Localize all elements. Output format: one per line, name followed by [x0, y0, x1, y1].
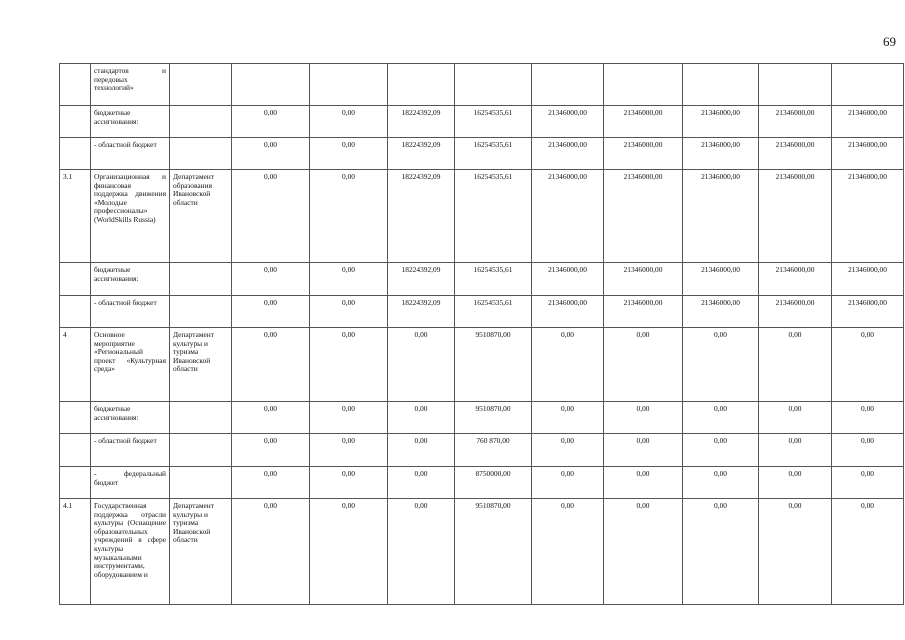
table-row [60, 328, 904, 402]
amount-cell: 0,00 [388, 499, 455, 605]
amount-cell: 0,00 [604, 467, 683, 499]
row-code [60, 106, 91, 138]
amount-cell: 21346000,00 [683, 106, 759, 138]
amount-cell: 21346000,00 [759, 170, 832, 263]
row-executor: Департамент образования Ивановской области [170, 170, 232, 263]
amount-cell: 0,00 [604, 434, 683, 467]
row-executor [170, 64, 232, 106]
row-executor [170, 138, 232, 170]
amount-cell: 21346000,00 [604, 138, 683, 170]
amount-cell: 18224392,09 [388, 263, 455, 296]
row-code [60, 434, 91, 467]
amount-cell [310, 64, 388, 106]
table-row [60, 138, 904, 170]
amount-cell: 18224392,09 [388, 138, 455, 170]
amount-cell: 0,00 [310, 138, 388, 170]
amount-cell: 21346000,00 [532, 263, 604, 296]
row-executor [170, 434, 232, 467]
amount-cell: 0,00 [759, 434, 832, 467]
amount-cell: 21346000,00 [832, 170, 904, 263]
amount-cell [532, 64, 604, 106]
amount-cell: 21346000,00 [532, 296, 604, 328]
row-code [60, 296, 91, 328]
amount-cell: 8750000,00 [455, 467, 532, 499]
amount-cell: 18224392,09 [388, 296, 455, 328]
table-row [60, 467, 904, 499]
row-name: Организационная и финансовая поддержка движения «Молодые профессионалы» (WorldSkills Russia) [91, 170, 170, 263]
amount-cell: 21346000,00 [759, 296, 832, 328]
row-code [60, 263, 91, 296]
row-name: Основное мероприятие «Региональный проект «Культурная среда» [91, 328, 170, 402]
row-code [60, 138, 91, 170]
amount-cell: 0,00 [310, 467, 388, 499]
amount-cell: 21346000,00 [832, 263, 904, 296]
amount-cell: 0,00 [310, 434, 388, 467]
amount-cell: 18224392,09 [388, 106, 455, 138]
amount-cell: 0,00 [832, 402, 904, 434]
amount-cell: 21346000,00 [832, 138, 904, 170]
row-executor [170, 296, 232, 328]
amount-cell: 0,00 [759, 402, 832, 434]
amount-cell: 0,00 [532, 467, 604, 499]
amount-cell: 0,00 [310, 170, 388, 263]
amount-cell [388, 64, 455, 106]
amount-cell: 0,00 [232, 296, 310, 328]
amount-cell: 0,00 [604, 402, 683, 434]
amount-cell: 0,00 [388, 434, 455, 467]
amount-cell: 21346000,00 [683, 296, 759, 328]
amount-cell: 0,00 [683, 434, 759, 467]
amount-cell: 0,00 [310, 402, 388, 434]
amount-cell: 21346000,00 [604, 170, 683, 263]
row-name: - федеральный бюджет [91, 467, 170, 499]
amount-cell: 0,00 [604, 499, 683, 605]
amount-cell: 9510870,00 [455, 499, 532, 605]
amount-cell: 0,00 [683, 499, 759, 605]
amount-cell: 0,00 [232, 402, 310, 434]
row-name: - областной бюджет [91, 434, 170, 467]
amount-cell: 0,00 [388, 402, 455, 434]
amount-cell: 0,00 [759, 328, 832, 402]
amount-cell: 16254535,61 [455, 296, 532, 328]
amount-cell: 21346000,00 [832, 106, 904, 138]
amount-cell [455, 64, 532, 106]
amount-cell: 0,00 [532, 499, 604, 605]
amount-cell: 0,00 [759, 467, 832, 499]
amount-cell: 21346000,00 [604, 296, 683, 328]
row-name: Государственная поддержка отрасли культуры (Оснащение образовательных учреждений в сфере культуры музыкальными инструментами, оборудованием и [91, 499, 170, 605]
amount-cell: 0,00 [310, 296, 388, 328]
amount-cell: 0,00 [388, 467, 455, 499]
table-row [60, 434, 904, 467]
amount-cell [832, 64, 904, 106]
row-executor [170, 402, 232, 434]
amount-cell: 0,00 [832, 328, 904, 402]
amount-cell: 16254535,61 [455, 170, 532, 263]
amount-cell: 0,00 [310, 263, 388, 296]
row-executor [170, 263, 232, 296]
amount-cell: 0,00 [532, 434, 604, 467]
amount-cell: 21346000,00 [759, 263, 832, 296]
amount-cell: 21346000,00 [604, 263, 683, 296]
row-executor: Департамент культуры и туризма Ивановской области [170, 328, 232, 402]
amount-cell [759, 64, 832, 106]
row-code: 4 [60, 328, 91, 402]
amount-cell: 0,00 [310, 499, 388, 605]
amount-cell [683, 64, 759, 106]
amount-cell: 21346000,00 [604, 106, 683, 138]
row-name: бюджетные ассигнования: [91, 106, 170, 138]
amount-cell: 0,00 [388, 328, 455, 402]
amount-cell: 0,00 [232, 106, 310, 138]
amount-cell: 0,00 [532, 402, 604, 434]
amount-cell: 21346000,00 [832, 296, 904, 328]
amount-cell: 16254535,61 [455, 106, 532, 138]
row-name: - областной бюджет [91, 138, 170, 170]
amount-cell: 0,00 [832, 467, 904, 499]
amount-cell [232, 64, 310, 106]
row-name: бюджетные ассигнования: [91, 263, 170, 296]
table-row [60, 263, 904, 296]
amount-cell: 0,00 [310, 328, 388, 402]
amount-cell: 0,00 [832, 434, 904, 467]
row-code [60, 64, 91, 106]
table-row [60, 170, 904, 263]
amount-cell: 0,00 [683, 402, 759, 434]
amount-cell: 21346000,00 [759, 138, 832, 170]
amount-cell: 0,00 [532, 328, 604, 402]
amount-cell: 760 870,00 [455, 434, 532, 467]
row-executor [170, 467, 232, 499]
row-name: бюджетные ассигнования: [91, 402, 170, 434]
amount-cell: 21346000,00 [532, 106, 604, 138]
amount-cell: 0,00 [683, 467, 759, 499]
amount-cell: 0,00 [232, 434, 310, 467]
amount-cell: 0,00 [232, 328, 310, 402]
amount-cell: 9510870,00 [455, 402, 532, 434]
row-name: - областной бюджет [91, 296, 170, 328]
row-executor [170, 106, 232, 138]
amount-cell: 0,00 [232, 467, 310, 499]
row-code [60, 467, 91, 499]
amount-cell: 0,00 [232, 170, 310, 263]
table-row [60, 402, 904, 434]
row-name: стандартов и передовых технологий» [91, 64, 170, 106]
amount-cell: 0,00 [759, 499, 832, 605]
row-code: 4.1 [60, 499, 91, 605]
amount-cell: 21346000,00 [683, 138, 759, 170]
amount-cell: 21346000,00 [532, 170, 604, 263]
row-code [60, 402, 91, 434]
amount-cell: 16254535,61 [455, 138, 532, 170]
amount-cell: 0,00 [232, 263, 310, 296]
amount-cell: 0,00 [232, 499, 310, 605]
amount-cell: 0,00 [604, 328, 683, 402]
table-row [60, 296, 904, 328]
amount-cell: 21346000,00 [759, 106, 832, 138]
amount-cell: 16254535,61 [455, 263, 532, 296]
amount-cell: 0,00 [832, 499, 904, 605]
table-row [60, 106, 904, 138]
row-executor: Департамент культуры и туризма Ивановской области [170, 499, 232, 605]
amount-cell: 9510870,00 [455, 328, 532, 402]
row-code: 3.1 [60, 170, 91, 263]
amount-cell: 21346000,00 [683, 263, 759, 296]
amount-cell: 18224392,09 [388, 170, 455, 263]
amount-cell [604, 64, 683, 106]
amount-cell: 0,00 [232, 138, 310, 170]
amount-cell: 21346000,00 [683, 170, 759, 263]
budget-table [59, 63, 904, 605]
amount-cell: 0,00 [310, 106, 388, 138]
page-number: 69 [883, 34, 896, 49]
table-row [60, 499, 904, 605]
amount-cell: 0,00 [683, 328, 759, 402]
table-row [60, 64, 904, 106]
amount-cell: 21346000,00 [532, 138, 604, 170]
